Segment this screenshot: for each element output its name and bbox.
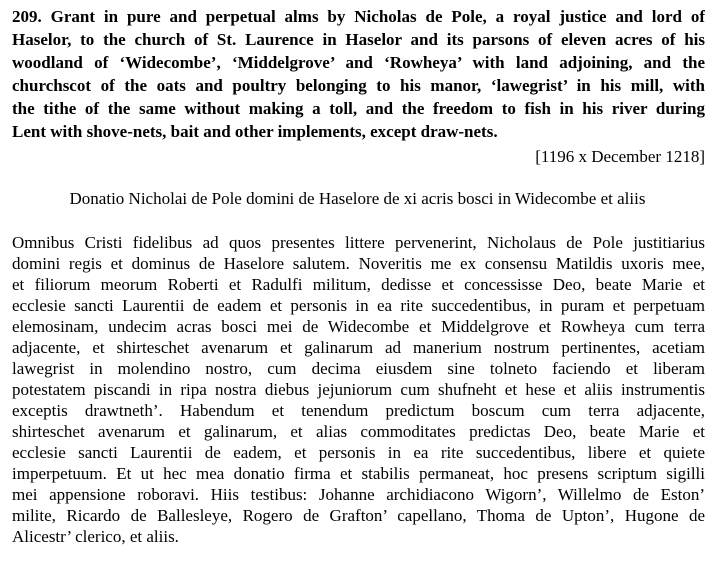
entry-heading-line: Haselor, to the church of St. Laurence in Haselor and its parsons of eleven acres of his (12, 30, 705, 49)
latin-text-line: imperpetuum. Et ut hec mea donatio firma et stabilis permaneat, hoc presens scriptum sigilli (12, 464, 705, 483)
latin-text-line: ecclesie sancti Laurentii de eadem, et personis in ea rite succedentibus, libere et quiete (12, 443, 705, 462)
entry-date: [1196 x December 1218] (535, 147, 705, 166)
latin-text-line: adjacente, et shirteschet avenarum et galinarum ad manerium nostrum pertinentes, acetiam (12, 338, 705, 357)
entry-heading-line: woodland of ‘Widecombe’, ‘Middelgrove’ and ‘Rowheya’ with land adjoining, and the (12, 53, 705, 72)
latin-text-line: Alicestr’ clerico, et aliis. (12, 527, 179, 546)
entry-heading-line: 209. Grant in pure and perpetual alms by Nicholas de Pole, a royal justice and lord of (12, 7, 705, 26)
latin-text-line: domini regis et dominus de Haselore salutem. Noveritis me ex consensu Matildis uxoris mee, (12, 254, 705, 273)
latin-text-line: mei appensione roboravi. Hiis testibus: Johanne archidiacono Wigorn’, Willelmo de Eston’ (12, 485, 705, 504)
entry-heading-line: the tithe of the same without making a toll, and the freedom to fish in his river during (12, 99, 705, 118)
entry-heading-line: Lent with shove-nets, bait and other implements, except draw-nets. (12, 122, 498, 141)
latin-text-line: lawegrist in molendino nostro, cum decima eiusdem sine tolneto faciendo et liberam (12, 359, 705, 378)
latin-text-line: exceptis drawtneth’. Habendum et tenendum predictum boscum cum terra adjacente, (12, 401, 705, 420)
entry-heading-line: churchscot of the oats and poultry belonging to his manor, ‘lawegrist’ in his mill, with (12, 76, 705, 95)
latin-text-line: elemosinam, undecim acras bosci mei de Widecombe et Middelgrove et Rowheya cum terra (12, 317, 705, 336)
latin-text-line: potestatem piscandi in ripa nostra diebus jejuniorum cum shufneht et hese et aliis instrumentis (12, 380, 705, 399)
latin-text-line: ecclesie sancti Laurentii de eadem et personis in ea rite succedentibus, in puram et perpetuam (12, 296, 705, 315)
latin-text-line: Omnibus Cristi fidelibus ad quos presentes littere pervenerint, Nicholaus de Pole justitiarius (12, 233, 705, 252)
latin-text-line: shirteschet avenarum et galinarum, et alias commoditates predictas Deo, beate Marie et (12, 422, 705, 441)
latin-text-line: milite, Ricardo de Ballesleye, Rogero de Grafton’ capellano, Thoma de Upton’, Hugone de (12, 506, 705, 525)
latin-title: Donatio Nicholai de Pole domini de Haselore de xi acris bosci in Widecombe et aliis (69, 189, 646, 208)
latin-text-line: et filiorum meorum Roberti et Radulfi militum, dedisse et concessisse Deo, beate Marie et (12, 275, 705, 294)
